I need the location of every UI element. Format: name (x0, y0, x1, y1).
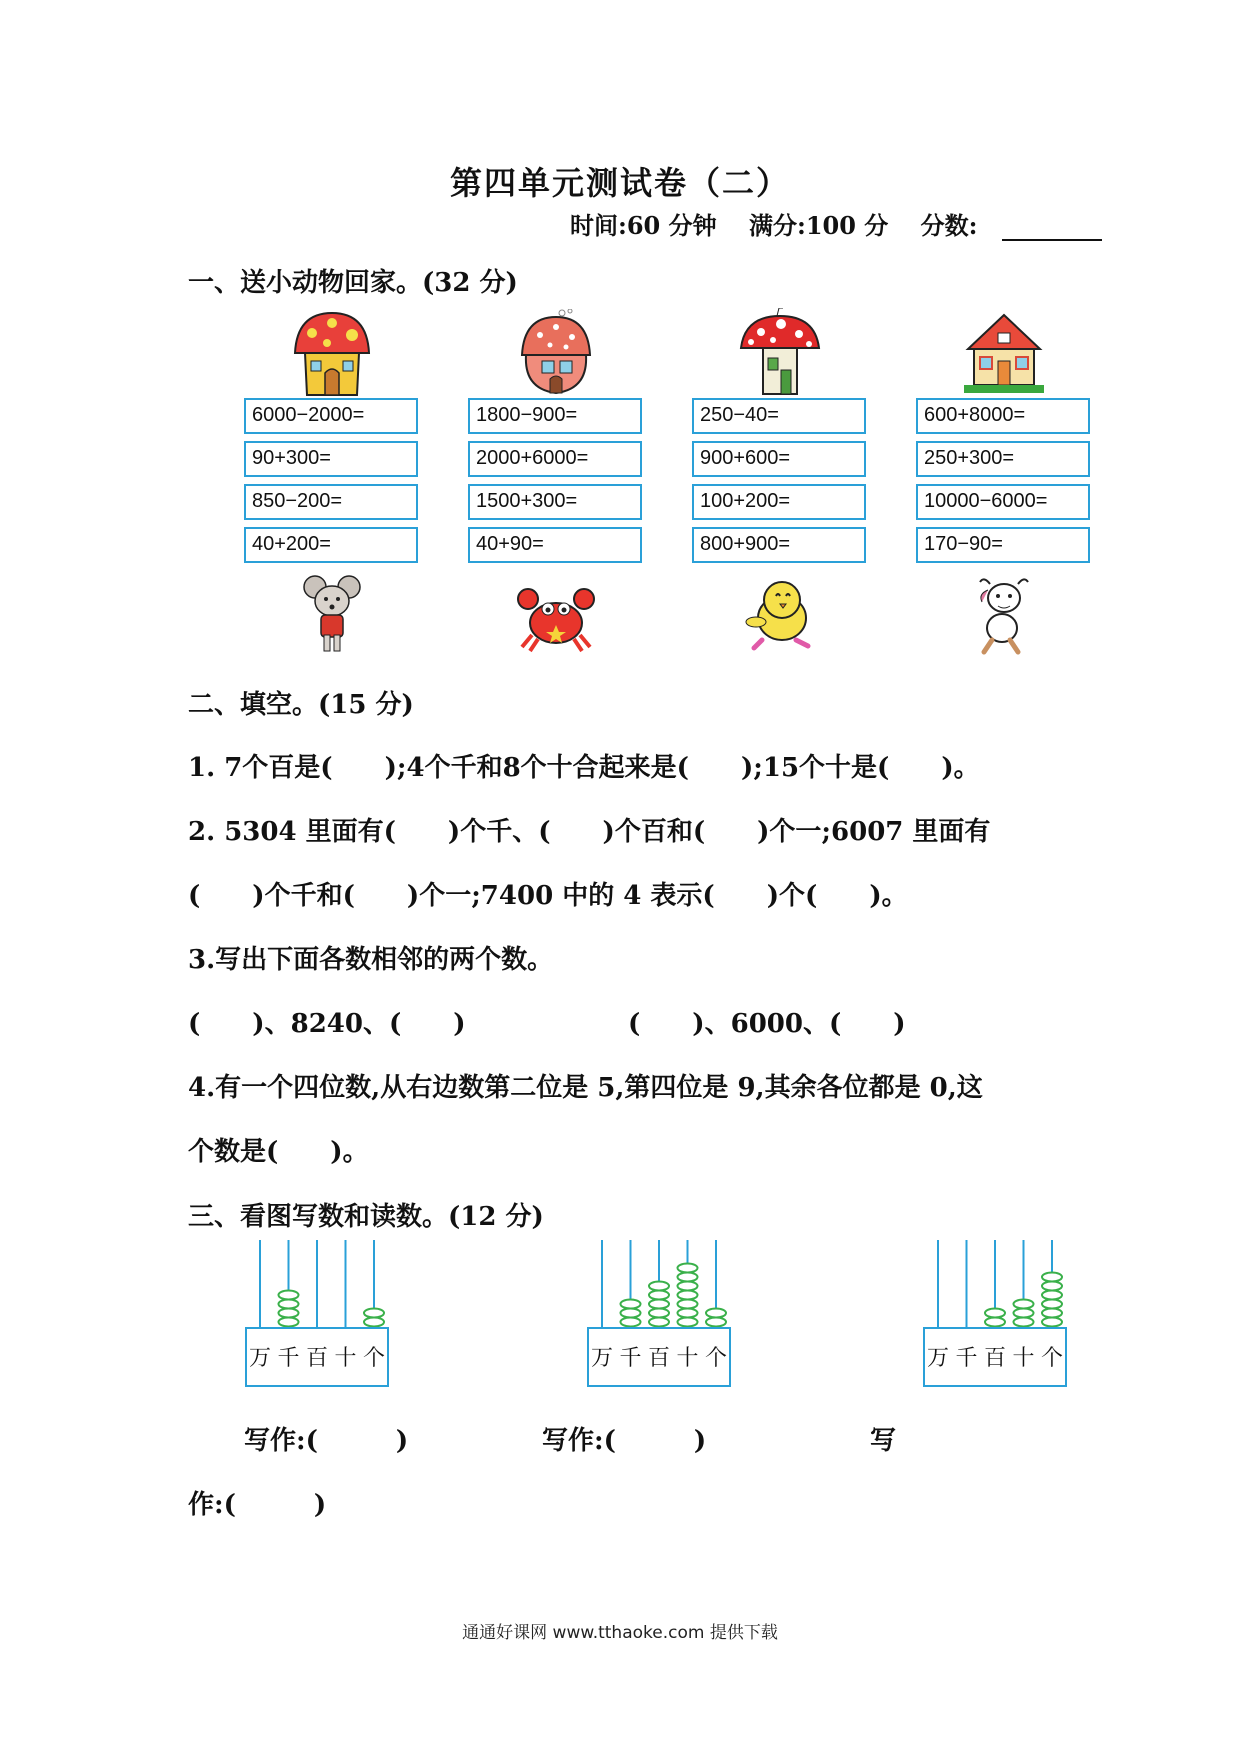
score-label: 分数: (920, 211, 978, 240)
abacus-bead (649, 1309, 669, 1318)
equation-box[interactable]: 10000−6000= (916, 484, 1090, 520)
abacus-place-label: 个 (362, 1346, 386, 1371)
abacus-bead (985, 1309, 1005, 1318)
exam-meta (570, 206, 1102, 241)
equation-box[interactable]: 2000+6000= (468, 441, 642, 477)
abacus-place-label: 个 (704, 1346, 728, 1371)
question-2-line-2: ( )个千和( )个一;7400 中的 4 表示( )个( )。 (188, 881, 908, 911)
equation-box[interactable]: 100+200= (692, 484, 866, 520)
column-1 (244, 308, 420, 660)
equation-box[interactable]: 250+300= (916, 441, 1090, 477)
mushroom-house-red-icon (692, 308, 868, 398)
abacus-bead (649, 1318, 669, 1327)
abacus-bead (364, 1309, 384, 1318)
crab-icon (468, 570, 644, 660)
abacus-place-label: 万 (248, 1346, 272, 1371)
abacus-bead (1042, 1309, 1062, 1318)
abacus-bead (279, 1300, 299, 1309)
section-1-heading: 一、送小动物回家。(32 分) (188, 268, 518, 298)
equation-box[interactable]: 6000−2000= (244, 398, 418, 434)
abacus-bead (678, 1273, 698, 1282)
question-2-line-1: 2. 5304 里面有( )个千、( )个百和( )个一;6007 里面有 (188, 817, 991, 847)
page-title: 第四单元测试卷（二） (449, 164, 790, 202)
question-3-answer-a: ( )、8240、( ) (188, 1009, 466, 1039)
abacus-bead (1014, 1309, 1034, 1318)
full-score: 满分:100 分 (748, 211, 889, 240)
equation-box[interactable]: 40+200= (244, 527, 418, 563)
abacus-bead (649, 1300, 669, 1309)
abacus-bead (621, 1300, 641, 1309)
equation-box[interactable]: 170−90= (916, 527, 1090, 563)
abacus-bead (1042, 1282, 1062, 1291)
question-4-line-2: 个数是( )。 (188, 1137, 369, 1167)
abacus-2 (586, 1240, 732, 1388)
abacus-bead (279, 1318, 299, 1327)
time-limit: 时间:60 分钟 (570, 211, 717, 240)
abacus-bead (364, 1318, 384, 1327)
abacus-bead (1014, 1300, 1034, 1309)
abacus-place-label: 万 (926, 1346, 950, 1371)
equation-box[interactable]: 850−200= (244, 484, 418, 520)
abacus-bead (678, 1264, 698, 1273)
abacus-place-label: 百 (305, 1346, 329, 1371)
mushroom-house-yellow-icon (244, 308, 420, 398)
abacus-bead (649, 1282, 669, 1291)
abacus-place-label: 千 (955, 1346, 978, 1371)
abacus-bead (621, 1318, 641, 1327)
abacus-bead (621, 1309, 641, 1318)
equation-box[interactable]: 800+900= (692, 527, 866, 563)
question-1: 1. 7个百是( );4个千和8个十合起来是( );15个十是( )。 (188, 753, 980, 783)
question-3: 3.写出下面各数相邻的两个数。 (188, 945, 554, 975)
equation-box[interactable]: 1500+300= (468, 484, 642, 520)
column-3 (692, 308, 868, 660)
abacus-bead (1014, 1318, 1034, 1327)
abacus-bead (678, 1318, 698, 1327)
question-4-line-1: 4.有一个四位数,从右边数第二位是 5,第四位是 9,其余各位都是 0,这 (188, 1073, 983, 1103)
chick-icon (692, 570, 868, 660)
abacus-bead (985, 1318, 1005, 1327)
equation-box[interactable]: 250−40= (692, 398, 866, 434)
write-answer-3-start: 写 (870, 1426, 897, 1456)
abacus-bead (279, 1309, 299, 1318)
equation-box[interactable]: 600+8000= (916, 398, 1090, 434)
abacus-bead (678, 1282, 698, 1291)
section-3-heading: 三、看图写数和读数。(12 分) (188, 1202, 544, 1232)
abacus-place-label: 十 (676, 1346, 699, 1371)
abacus-place-label: 个 (1040, 1346, 1064, 1371)
score-blank[interactable] (1002, 215, 1102, 241)
abacus-bead (706, 1318, 726, 1327)
mushroom-house-pink-icon (468, 308, 644, 398)
abacus-bead (1042, 1300, 1062, 1309)
write-answer-3-end: 作:( ) (188, 1490, 327, 1520)
abacus-bead (678, 1300, 698, 1309)
abacus-place-label: 百 (983, 1346, 1007, 1371)
mouse-icon (244, 570, 420, 660)
abacus-bead (1042, 1291, 1062, 1300)
equation-box[interactable]: 90+300= (244, 441, 418, 477)
abacus-place-label: 千 (277, 1346, 300, 1371)
question-3-answer-b: ( )、6000、( ) (628, 1009, 906, 1039)
abacus-place-label: 百 (647, 1346, 671, 1371)
footer-text: 通通好课网 www.tthaoke.com 提供下载 (462, 1623, 778, 1643)
abacus-bead (279, 1291, 299, 1300)
abacus-3 (922, 1240, 1068, 1388)
abacus-bead (1042, 1318, 1062, 1327)
equation-box[interactable]: 900+600= (692, 441, 866, 477)
equation-box[interactable]: 40+90= (468, 527, 642, 563)
abacus-bead (678, 1309, 698, 1318)
goat-icon (916, 570, 1092, 660)
abacus-bead (706, 1309, 726, 1318)
column-4 (916, 308, 1092, 660)
cottage-house-icon (916, 308, 1092, 398)
abacus-place-label: 十 (334, 1346, 357, 1371)
abacus-bead (649, 1291, 669, 1300)
section-2-heading: 二、填空。(15 分) (188, 690, 414, 720)
abacus-bead (1042, 1273, 1062, 1282)
abacus-place-label: 千 (619, 1346, 642, 1371)
write-answer-2: 写作:( ) (542, 1426, 707, 1456)
column-2 (468, 308, 644, 660)
equation-box[interactable]: 1800−900= (468, 398, 642, 434)
abacus-place-label: 十 (1012, 1346, 1035, 1371)
abacus-1 (244, 1240, 390, 1388)
write-answer-1: 写作:( ) (244, 1426, 409, 1456)
abacus-bead (678, 1291, 698, 1300)
abacus-place-label: 万 (590, 1346, 614, 1371)
